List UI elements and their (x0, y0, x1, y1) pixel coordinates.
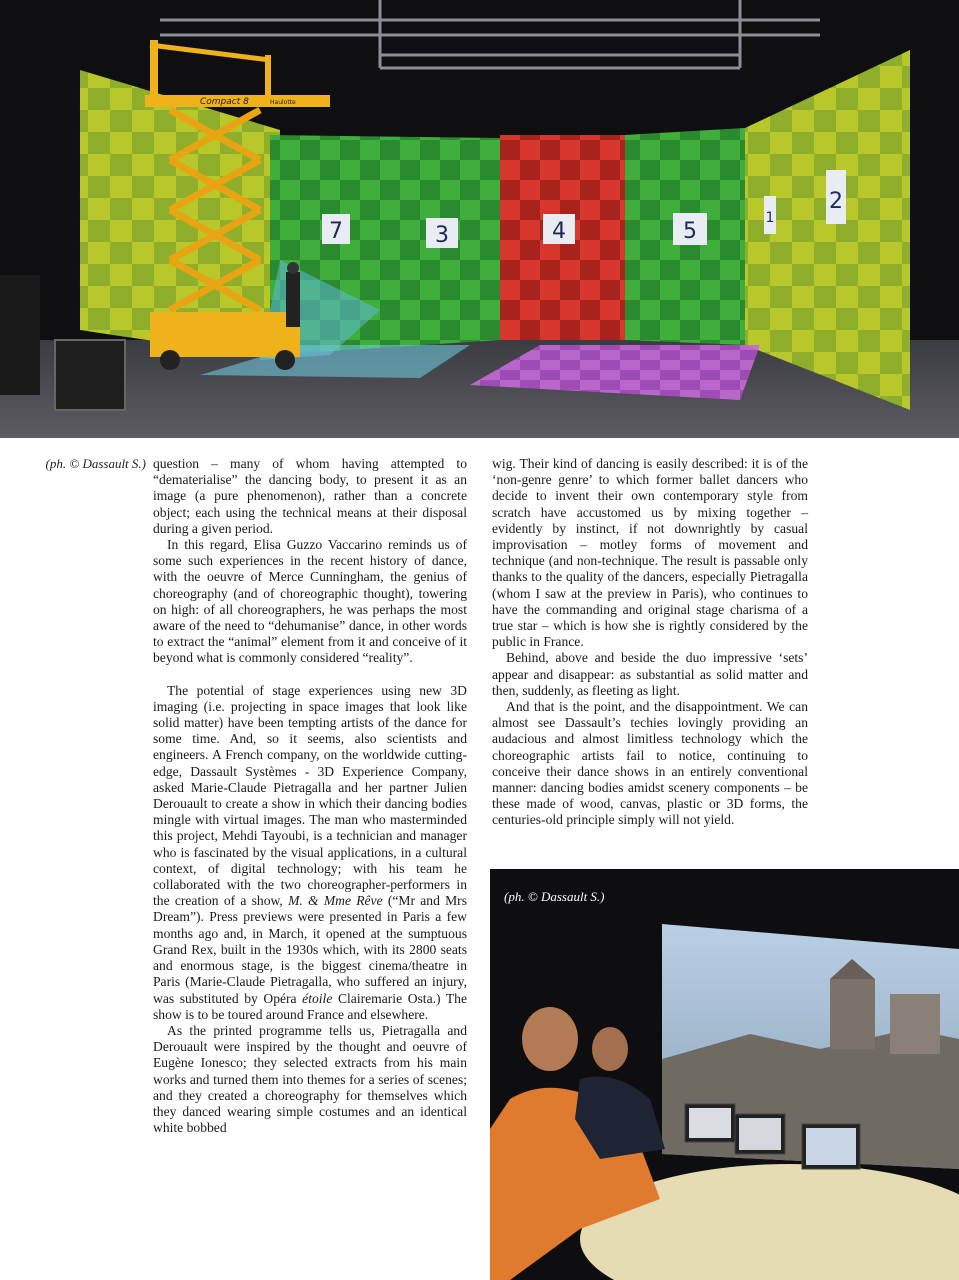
person-silhouette (286, 272, 300, 327)
wall-number-7: 7 (329, 219, 343, 244)
svg-text:Compact 8: Compact 8 (200, 97, 249, 107)
paragraph: In this regard, Elisa Guzzo Vaccarino reminds us of some such experiences in the recent history of dance, with the oeuvre of Merce Cunningham, the genius of choreography (and of choreographic thought), towering on high: of all choreographers, he was perhaps the most aware of the need to “dehumanise” dance, in other words to extract the “animal” element from it and conceive of it beyond what is commonly considered “reality”. (153, 537, 467, 666)
show-title: M. & Mme Rêve (288, 893, 383, 909)
paragraph: As the printed programme tells us, Pietragalla and Derouault were inspired by the thought and oeuvre of Eugène Ionesco; they selected extracts from his main works and turned them into themes for a series of scenes; and they created a choreography for themselves which they danced wearing simple costumes and an identical white bobbed (153, 1022, 467, 1136)
paragraph: Behind, above and beside the duo impressive ‘sets’ appear and disappear: as substantial as solid matter and then, suddenly, as fleeting as light. (492, 650, 808, 698)
wall-number-1: 1 (765, 210, 775, 226)
wall-number-5: 5 (683, 219, 697, 244)
article-column-left (153, 456, 467, 1136)
paragraph: question – many of whom having attempted to “dematerialise” the dancing body, to present it as an image (a pure phenomenon), rather than a concrete object; each using the technical means at their disposal during a given period. (153, 456, 467, 536)
engineers-photo (490, 869, 959, 1280)
person-head (522, 1007, 578, 1071)
article-column-right (492, 456, 808, 829)
wall-number-3: 3 (435, 223, 449, 248)
flight-case (55, 340, 125, 410)
paragraph: And that is the point, and the disappointment. We can almost see Dassault’s techies lovingly providing an audacious and almost limitless technology which the choreographic artists fail to notice, continuing to conceive their dance shows in an entirely conventional manner: dancing bodies amidst scenery components – be these made of wood, canvas, plastic or 3D forms, the centuries-old principle simply will not yield. (492, 699, 808, 828)
stage-photo (0, 0, 959, 438)
photo-caption: (ph. © Dassault S.) (45, 456, 146, 471)
wall-number-4: 4 (552, 219, 566, 244)
paragraph: wig. Their kind of dancing is easily described: it is of the ‘non-genre genre’ to which former ballet dancers who decide to invent their own contemporary style from scratch have accustomed us by mixing together – evidently by instinct, if not downrightly by casual improvisation – motley forms of movement and technique (and non-technique. The result is passable only thanks to the quality of the dancers, especially Pietragalla (whom I saw at the preview in Paris), who continues to have the commanding and original stage charisma of a true star – which is how she is rightly considered by the public in France. (492, 456, 808, 650)
wall-number-2: 2 (829, 189, 843, 214)
stage-illustration (0, 0, 959, 438)
paragraph: The potential of stage experiences using new 3D imaging (i.e. projecting in space images that look like solid matter) have been tempting artists of the dance for some time. And, so it seems, also scientists and engineers. A French company, on the worldwide cutting-edge, Dassault Systèmes - 3D Experience Company, asked Marie-Claude Pietragalla and her partner Julien Derouault to create a show in which their dancing bodies mingle with virtual images. The man who masterminded this project, Mehdi Tayoubi, is a technician and manager who is fascinated by the visual applications, in a cultural context, of digital technology; with his team he collaborated with the two choreographer-performers in the creation of a show, M. & Mme Rêve (“Mr and Mrs Dream”). Press previews were presented in Paris a few months ago and, in March, it opened at the sumptuous Grand Rex, built in the 1930s which, with its 2800 seats and enormous stage, is the biggest cinema/theatre in Paris (Marie-Claude Pietragalla, who suffered an injury, was substituted by Opéra étoile Clairemarie Osta.) The show is to be toured around France and elsewhere. (153, 682, 468, 1022)
svg-text:Haulotte: Haulotte (270, 99, 296, 106)
engineers-illustration (490, 869, 959, 1280)
photo-caption: (ph. © Dassault S.) (504, 889, 605, 904)
